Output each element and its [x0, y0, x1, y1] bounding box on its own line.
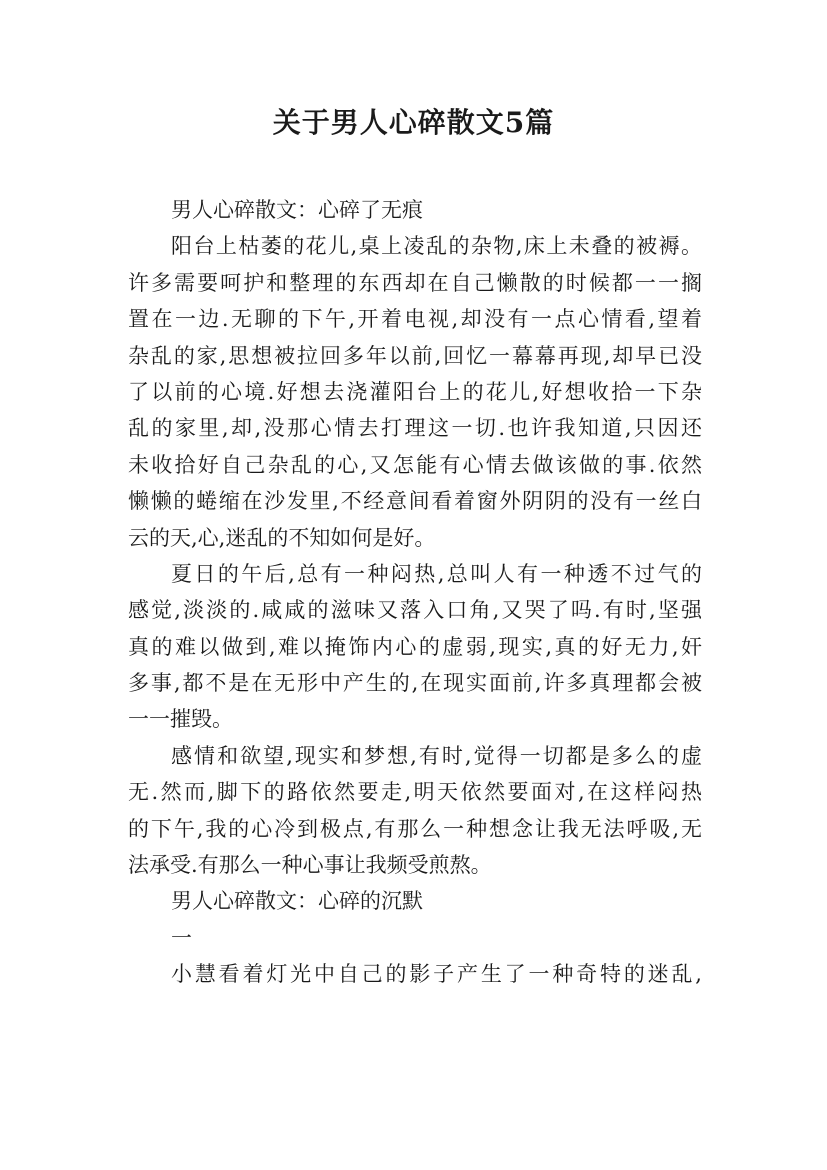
text-line: 法承受.有那么一种心事让我频受煎熬。: [128, 853, 492, 878]
text-line: 杂乱的家,思想被拉回多年以前,回忆一幕幕再现,却早已没: [128, 343, 702, 368]
text-line: 懒懒的蜷缩在沙发里,不经意间看着窗外阴阴的没有一丝白: [128, 489, 702, 514]
text-line: 阳台上枯萎的花儿,桌上凌乱的杂物,床上未叠的被褥。: [171, 234, 702, 259]
text-line: 真的难以做到,难以掩饰内心的虚弱,现实,真的好无力,奸: [128, 634, 702, 659]
text-line: 感觉,淡淡的.咸咸的滋味又落入口角,又哭了吗.有时,坚强: [128, 598, 702, 623]
text-line: 夏日的午后,总有一种闷热,总叫人有一种透不过气的: [171, 561, 702, 586]
text-line: 男人心碎散文：心碎了无痕: [171, 198, 423, 222]
text-line: 的下午,我的心冷到极点,有那么一种想念让我无法呼吸,无: [128, 816, 702, 841]
text-line: 了以前的心境.好想去浇灌阳台上的花儿,好想收拾一下杂: [128, 379, 702, 404]
document-title: 关于男人心碎散文5篇: [272, 106, 555, 139]
text-line: 感情和欲望,现实和梦想,有时,觉得一切都是多么的虚: [171, 743, 702, 768]
text-line: 多事,都不是在无形中产生的,在现实面前,许多真理都会被: [128, 671, 702, 696]
text-line: 小慧看着灯光中自己的影子产生了一种奇特的迷乱,: [171, 962, 702, 987]
text-line: 置在一边.无聊的下午,开着电视,却没有一点心情看,望着: [128, 307, 702, 332]
text-line: 一一摧毁。: [128, 707, 233, 732]
text-line: 未收拾好自己杂乱的心,又怎能有心情去做该做的事.依然: [128, 452, 702, 477]
text-line: 云的天,心,迷乱的不知如何是好。: [128, 525, 436, 550]
text-line: 许多需要呵护和整理的东西却在自己懒散的时候都一一搁: [128, 270, 702, 295]
text-line: 乱的家里,却,没那心情去打理这一切.也许我知道,只因还: [128, 416, 702, 441]
text-line: 无.然而,脚下的路依然要走,明天依然要面对,在这样闷热: [128, 780, 702, 805]
section-number: 一: [171, 925, 192, 950]
section-heading: 男人心碎散文：心碎的沉默: [171, 889, 423, 914]
document-body: [128, 192, 702, 993]
